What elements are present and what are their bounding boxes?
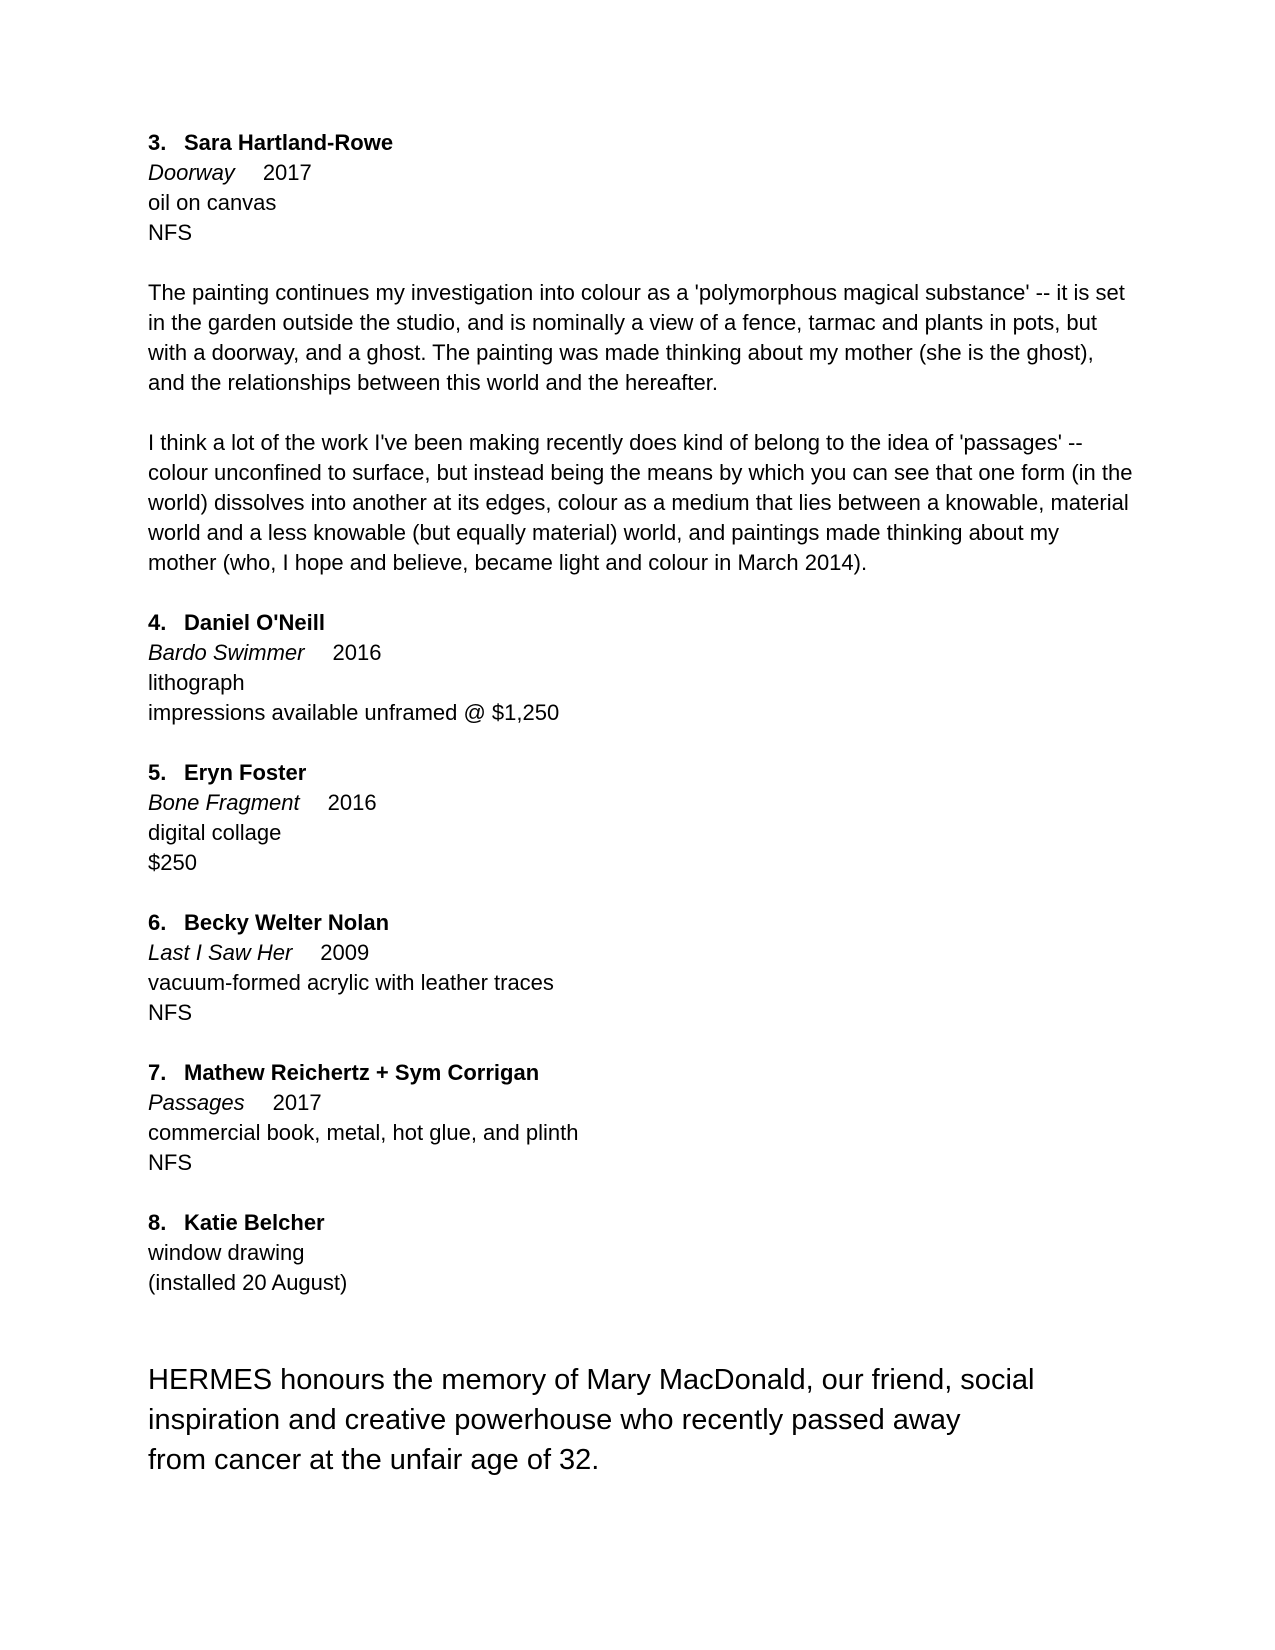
work-year: 2017 xyxy=(272,1090,322,1115)
entry-heading xyxy=(148,1208,1133,1238)
work-medium: oil on canvas xyxy=(148,190,277,215)
work-year: 2016 xyxy=(327,790,377,815)
entry-4 xyxy=(148,608,1133,728)
artist-statement-paragraph: The painting continues my investigation into colour as a 'polymorphous magical substance' -- it is set in the garden outside the studio, and is nominally a view of a fence, tarmac and plants in pots, but with a doorway, and a ghost. The painting was made thinking about my mother (she is the ghost), and the relationships between this world and the hereafter. xyxy=(148,280,1125,395)
work-price: $250 xyxy=(148,850,197,875)
entry-8 xyxy=(148,1208,1133,1298)
work-year: 2009 xyxy=(320,940,370,965)
work-title: Passages xyxy=(148,1090,245,1115)
work-title: Bardo Swimmer xyxy=(148,640,305,665)
entry-number: 4. xyxy=(148,610,167,635)
work-title-line xyxy=(148,1088,1133,1118)
work-year: 2016 xyxy=(332,640,382,665)
work-medium: digital collage xyxy=(148,820,282,845)
memorial-dedication xyxy=(148,1360,1133,1480)
entry-heading xyxy=(148,128,1133,158)
entry-number: 6. xyxy=(148,910,167,935)
work-price: NFS xyxy=(148,1150,192,1175)
artist-name: Sara Hartland-Rowe xyxy=(184,130,394,155)
work-title: Doorway xyxy=(148,160,235,185)
dedication-line: HERMES honours the memory of Mary MacDonald, our friend, social xyxy=(148,1364,1035,1396)
dedication-line: inspiration and creative powerhouse who recently passed away xyxy=(148,1404,961,1436)
work-medium: commercial book, metal, hot glue, and plinth xyxy=(148,1120,579,1145)
work-price: NFS xyxy=(148,1000,192,1025)
entry-heading xyxy=(148,608,1133,638)
work-medium: vacuum-formed acrylic with leather traces xyxy=(148,970,554,995)
entry-number: 8. xyxy=(148,1210,167,1235)
artist-name: Mathew Reichertz + Sym Corrigan xyxy=(184,1060,540,1085)
entry-number: 7. xyxy=(148,1060,167,1085)
work-title-line xyxy=(148,158,1133,188)
entry-5 xyxy=(148,758,1133,878)
work-title: Last I Saw Her xyxy=(148,940,293,965)
work-price: impressions available unframed @ $1,250 xyxy=(148,700,560,725)
work-title-line xyxy=(148,938,1133,968)
work-price: NFS xyxy=(148,220,192,245)
entry-3 xyxy=(148,128,1133,248)
entry-heading xyxy=(148,758,1133,788)
entry-number: 3. xyxy=(148,130,167,155)
entry-heading xyxy=(148,908,1133,938)
entry-6 xyxy=(148,908,1133,1028)
work-year: 2017 xyxy=(262,160,312,185)
entry-heading xyxy=(148,1058,1133,1088)
artist-name: Daniel O'Neill xyxy=(184,610,325,635)
work-title: Bone Fragment xyxy=(148,790,300,815)
entry-7 xyxy=(148,1058,1133,1178)
entry-number: 5. xyxy=(148,760,167,785)
dedication-line: from cancer at the unfair age of 32. xyxy=(148,1444,600,1476)
work-medium: window drawing xyxy=(148,1240,305,1265)
work-title-line xyxy=(148,638,1133,668)
installation-note: (installed 20 August) xyxy=(148,1270,348,1295)
work-title-line xyxy=(148,788,1133,818)
artist-name: Katie Belcher xyxy=(184,1210,325,1235)
artist-name: Becky Welter Nolan xyxy=(184,910,390,935)
exhibition-list xyxy=(148,128,1133,1328)
work-medium: lithograph xyxy=(148,670,245,695)
artist-statement-paragraph: I think a lot of the work I've been making recently does kind of belong to the idea of 'passages' -- colour unconfined to surface, but instead being the means by which you can see that one form (in the world) dissolves into another at its edges, colour as a medium that lies between a knowable, material world and a less knowable (but equally material) world, and paintings made thinking about my mother (who, I hope and believe, became light and colour in March 2014). xyxy=(148,430,1133,575)
artist-name: Eryn Foster xyxy=(184,760,307,785)
